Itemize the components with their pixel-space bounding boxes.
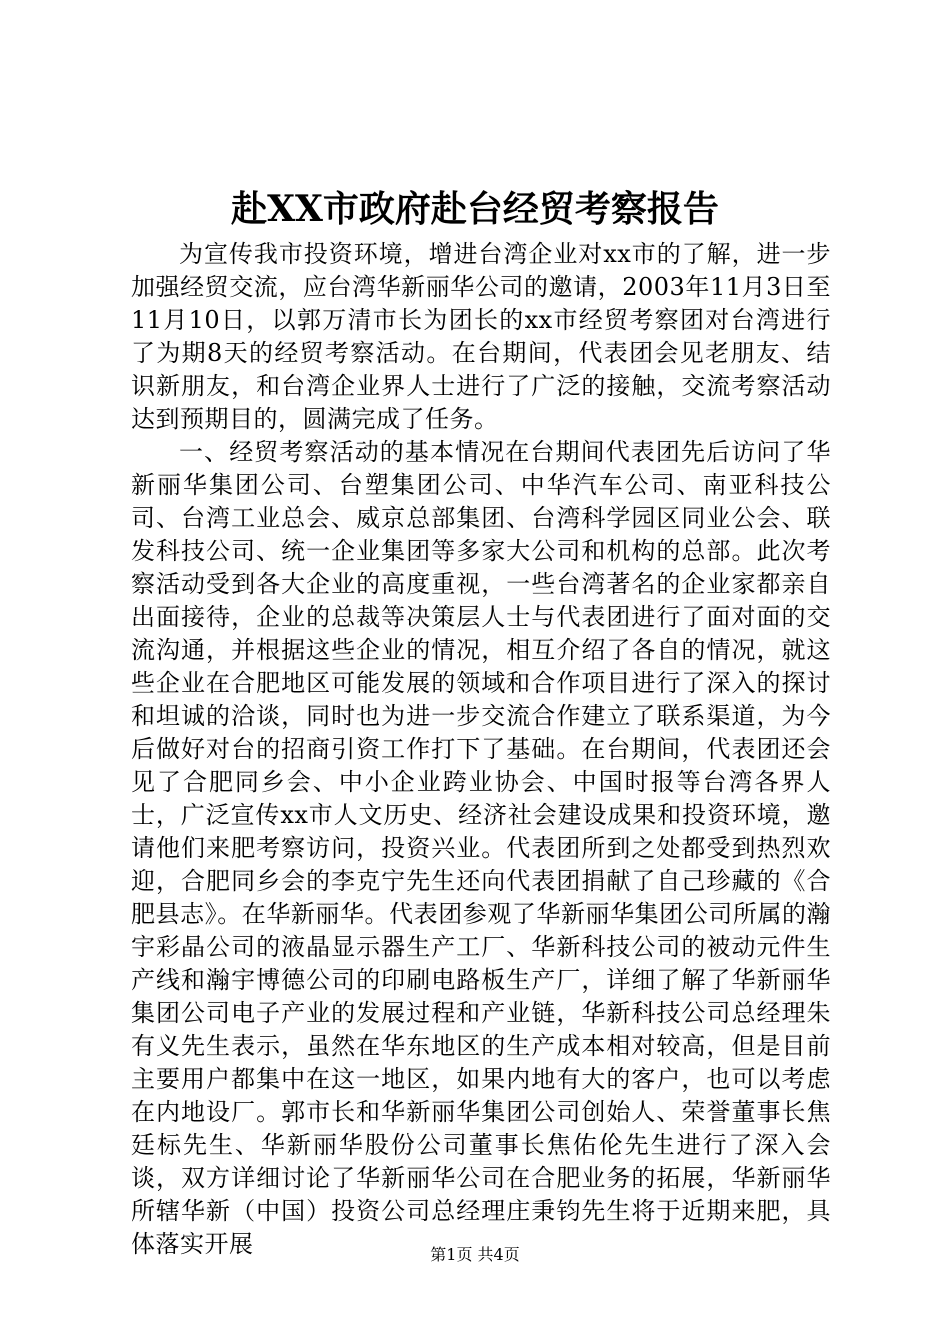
- page-footer: 第1页 共4页: [430, 1245, 520, 1264]
- document-body: [131, 238, 831, 1261]
- paragraph-intro: 为宣传我市投资环境，增进台湾企业对xx市的了解，进一步加强经贸交流，应台湾华新丽华公司的邀请，2003年11月3日至11月10日，以郭万清市长为团长的xx市经贸考察团对台湾进行了为期8天的经贸考察活动。在台期间，代表团会见老朋友、结识新朋友，和台湾企业界人士进行了广泛的接触，交流考察活动达到预期目的，圆满完成了任务。: [131, 240, 831, 433]
- paragraph-section-one: 一、经贸考察活动的基本情况在台期间代表团先后访问了华新丽华集团公司、台塑集团公司、中华汽车公司、南亚科技公司、台湾工业总会、威京总部集团、台湾科学园区同业公会、联发科技公司、统一企业集团等多家大公司和机构的总部。此次考察活动受到各大企业的高度重视，一些台湾著名的企业家都亲自出面接待，企业的总裁等决策层人士与代表团进行了面对面的交流沟通，并根据这些企业的情况，相互介绍了各自的情况，就这些企业在合肥地区可能发展的领域和合作项目进行了深入的探讨和坦诚的洽谈，同时也为进一步交流合作建立了联系渠道，为今后做好对台的招商引资工作打下了基础。在台期间，代表团还会见了合肥同乡会、中小企业跨业协会、中国时报等台湾各界人士，广泛宣传xx市人文历史、经济社会建设成果和投资环境，邀请他们来肥考察访问，投资兴业。代表团所到之处都受到热烈欢迎，合肥同乡会的李克宁先生还向代表团捐献了自己珍藏的《合肥县志》。在华新丽华。代表团参观了华新丽华集团公司所属的瀚宇彩晶公司的液晶显示器生产工厂、华新科技公司的被动元件生产线和瀚宇博德公司的印刷电路板生产厂，详细了解了华新丽华集团公司电子产业的发展过程和产业链，华新科技公司总经理朱有义先生表示，虽然在华东地区的生产成本相对较高，但是目前主要用户都集中在这一地区，如果内地有大的客户，也可以考虑在内地设厂。郭市长和华新丽华集团公司创始人、荣誉董事长焦廷标先生、华新丽华股份公司董事长焦佑伦先生进行了深入会谈，双方详细讨论了华新丽华公司在合肥业务的拓展，华新丽华所辖华新（中国）投资公司总经理庄秉钧先生将于近期来肥，具体落实开展: [131, 438, 831, 1258]
- document-title: 赴XX市政府赴台经贸考察报告: [231, 188, 719, 230]
